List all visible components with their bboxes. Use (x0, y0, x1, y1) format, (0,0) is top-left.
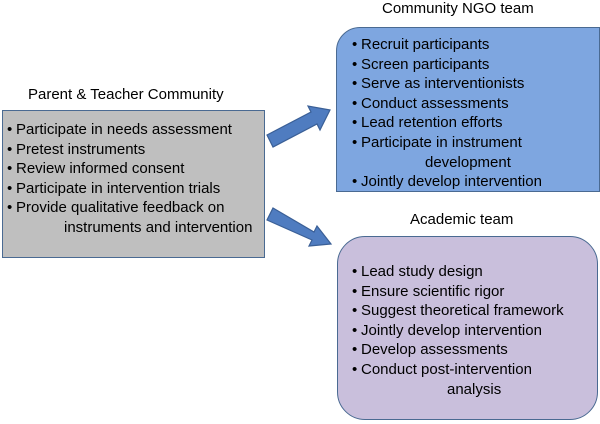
list-item: • Recruit participants (352, 35, 593, 55)
list-item-text: Provide qualitative feedback on (16, 199, 225, 217)
list-item: • Participate in intervention trials (7, 179, 260, 199)
list-item: • Jointly develop intervention (352, 172, 593, 192)
list-item: • Lead retention efforts (352, 113, 593, 133)
list-item: • Suggest theoretical framework (352, 301, 591, 321)
list-item: • Pretest instruments (7, 140, 260, 160)
arrow-to-ngo (267, 106, 330, 147)
academic-team-title: Academic team (410, 211, 514, 228)
list-item-continuation: analysis (447, 380, 502, 398)
list-item-continuation: instruments and intervention (64, 218, 253, 236)
list-item: • Conduct assessments (352, 94, 593, 114)
list-item: • Screen participants (352, 55, 593, 75)
list-item-text: Participate in instrument (361, 133, 522, 151)
list-item-text: Conduct post-intervention (361, 360, 532, 378)
ngo-team-title: Community NGO team (382, 0, 534, 17)
list-item-continuation: development (425, 153, 511, 171)
list-item: • Participate in needs assessment (7, 120, 260, 140)
list-item: • Ensure scientific rigor (352, 282, 591, 302)
parent-teacher-title: Parent & Teacher Community (28, 86, 224, 103)
list-item: • Lead study design (352, 262, 591, 282)
arrow-to-academic (267, 208, 331, 246)
list-item: • Jointly develop intervention (352, 321, 591, 341)
list-item: • Serve as interventionists (352, 74, 593, 94)
list-item: • Develop assessments (352, 340, 591, 360)
list-item: • Review informed consent (7, 159, 260, 179)
